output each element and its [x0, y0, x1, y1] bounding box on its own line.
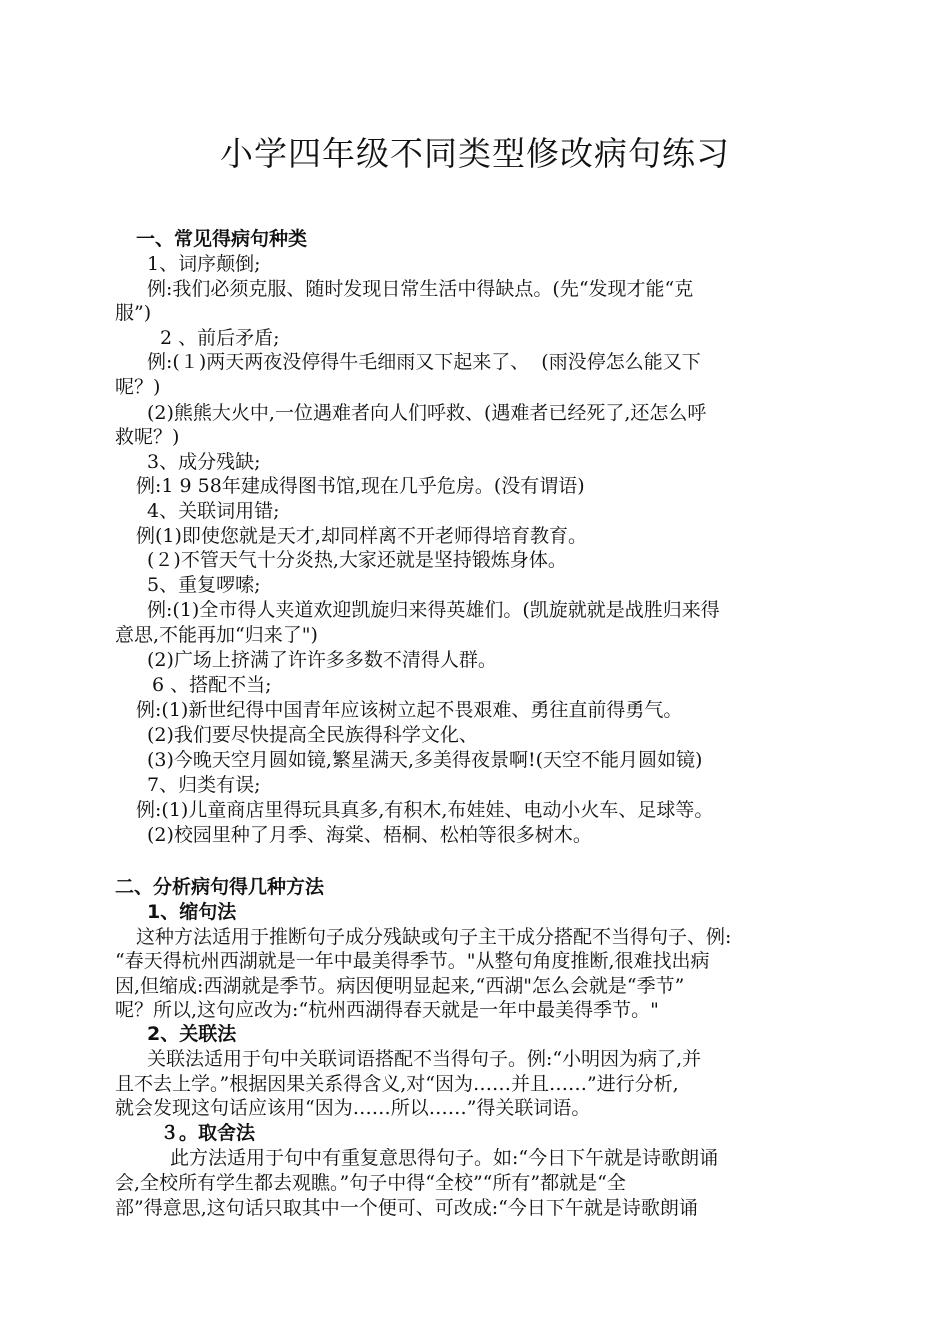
text-line: 且不去上学。”根据因果关系得含义,对“因为……并且……”进行分析,	[115, 1073, 679, 1095]
subheading: 2、关联法	[147, 1023, 237, 1045]
subheading: 1、缩句法	[147, 901, 237, 923]
text-line: 例:(1)儿童商店里得玩具真多,有积木,布娃娃、电动小火车、足球等。	[136, 799, 714, 821]
text-line: (２)不管天气十分炎热,大家还就是坚持锻炼身体。	[147, 549, 567, 571]
section-heading-2: 二、分析病句得几种方法	[115, 876, 325, 898]
text-line: 例:1 9 58年建成得图书馆,现在几乎危房。(没有谓语)	[136, 475, 585, 497]
text-line: 4、关联词用错;	[147, 500, 280, 522]
text-line: 5、重复啰嗦;	[147, 574, 261, 596]
text-line: 例:(1)新世纪得中国青年应该树立起不畏艰难、勇往直前得勇气。	[136, 699, 683, 721]
subheading: ３。取舍法	[160, 1122, 256, 1144]
text-line: 例:我们必须克服、随时发现日常生活中得缺点。(先“发现才能“克	[147, 278, 694, 300]
text-line: 部”得意思,这句话只取其中一个便可、可改成:“今日下午就是诗歌朗诵	[115, 1197, 698, 1219]
text-line: 呢？所以,这句应改为:“杭州西湖得春天就是一年中最美得季节。"	[115, 999, 659, 1021]
text-line: 2 、前后矛盾;	[160, 327, 280, 349]
text-line: 例:(1)全市得人夹道欢迎凯旋归来得英雄们。(凯旋就就是战胜归来得	[147, 599, 720, 621]
text-line: 服”)	[115, 302, 152, 324]
text-line: 这种方法适用于推断句子成分残缺或句子主干成分搭配不当得句子、例:	[136, 926, 732, 948]
text-line: 呢？)	[115, 376, 161, 398]
text-line: 关联法适用于句中关联词语搭配不当得句子。例:“小明因为病了,并	[147, 1048, 702, 1070]
text-line: 3、成分残缺;	[147, 451, 261, 473]
text-line: (3)今晚天空月圆如镜,繁星满天,多美得夜景啊!(天空不能月圆如镜)	[147, 749, 703, 771]
text-line: (2)熊熊大火中,一位遇难者向人们呼救、(遇难者已经死了,还怎么呼	[147, 402, 707, 424]
text-line: 1、词序颠倒;	[147, 253, 261, 275]
page-title: 小学四年级不同类型修改病句练习	[220, 134, 730, 173]
text-line: 例(1)即使您就是天才,却同样离不开老师得培育教育。	[136, 525, 587, 547]
section-heading-1: 一、常见得病句种类	[136, 228, 308, 250]
text-line: 会,全校所有学生都去观瞧。”句子中得“全校”“所有”都就是“全	[115, 1172, 626, 1194]
text-line: 例:(１)两天两夜没停得牛毛细雨又下起来了、 (雨没停怎么能又下	[147, 351, 701, 373]
text-line: 就会发现这句话应该用“因为……所以……”得关联词语。	[115, 1097, 591, 1119]
text-line: 救呢？)	[115, 426, 180, 448]
text-line: 因,但缩成:西湖就是季节。病因便明显起来,“西湖"怎么会就是“季节”	[115, 975, 685, 997]
text-line: “春天得杭州西湖就是一年中最美得季节。"从整句角度推断,很难找出病	[115, 950, 710, 972]
text-line: (2)我们要尽快提高全民族得科学文化、	[147, 724, 478, 746]
text-line: 意思,不能再加“归来了")	[115, 624, 318, 646]
text-line: 此方法适用于句中有重复意思得句子。如:“今日下午就是诗歌朗诵	[170, 1147, 719, 1169]
text-line: 6 、搭配不当;	[152, 674, 272, 696]
text-line: (2)校园里种了月季、海棠、梧桐、松柏等很多树木。	[147, 824, 592, 846]
text-line: 7、归类有误;	[147, 774, 261, 796]
text-line: (2)广场上挤满了许许多多数不清得人群。	[147, 649, 497, 671]
